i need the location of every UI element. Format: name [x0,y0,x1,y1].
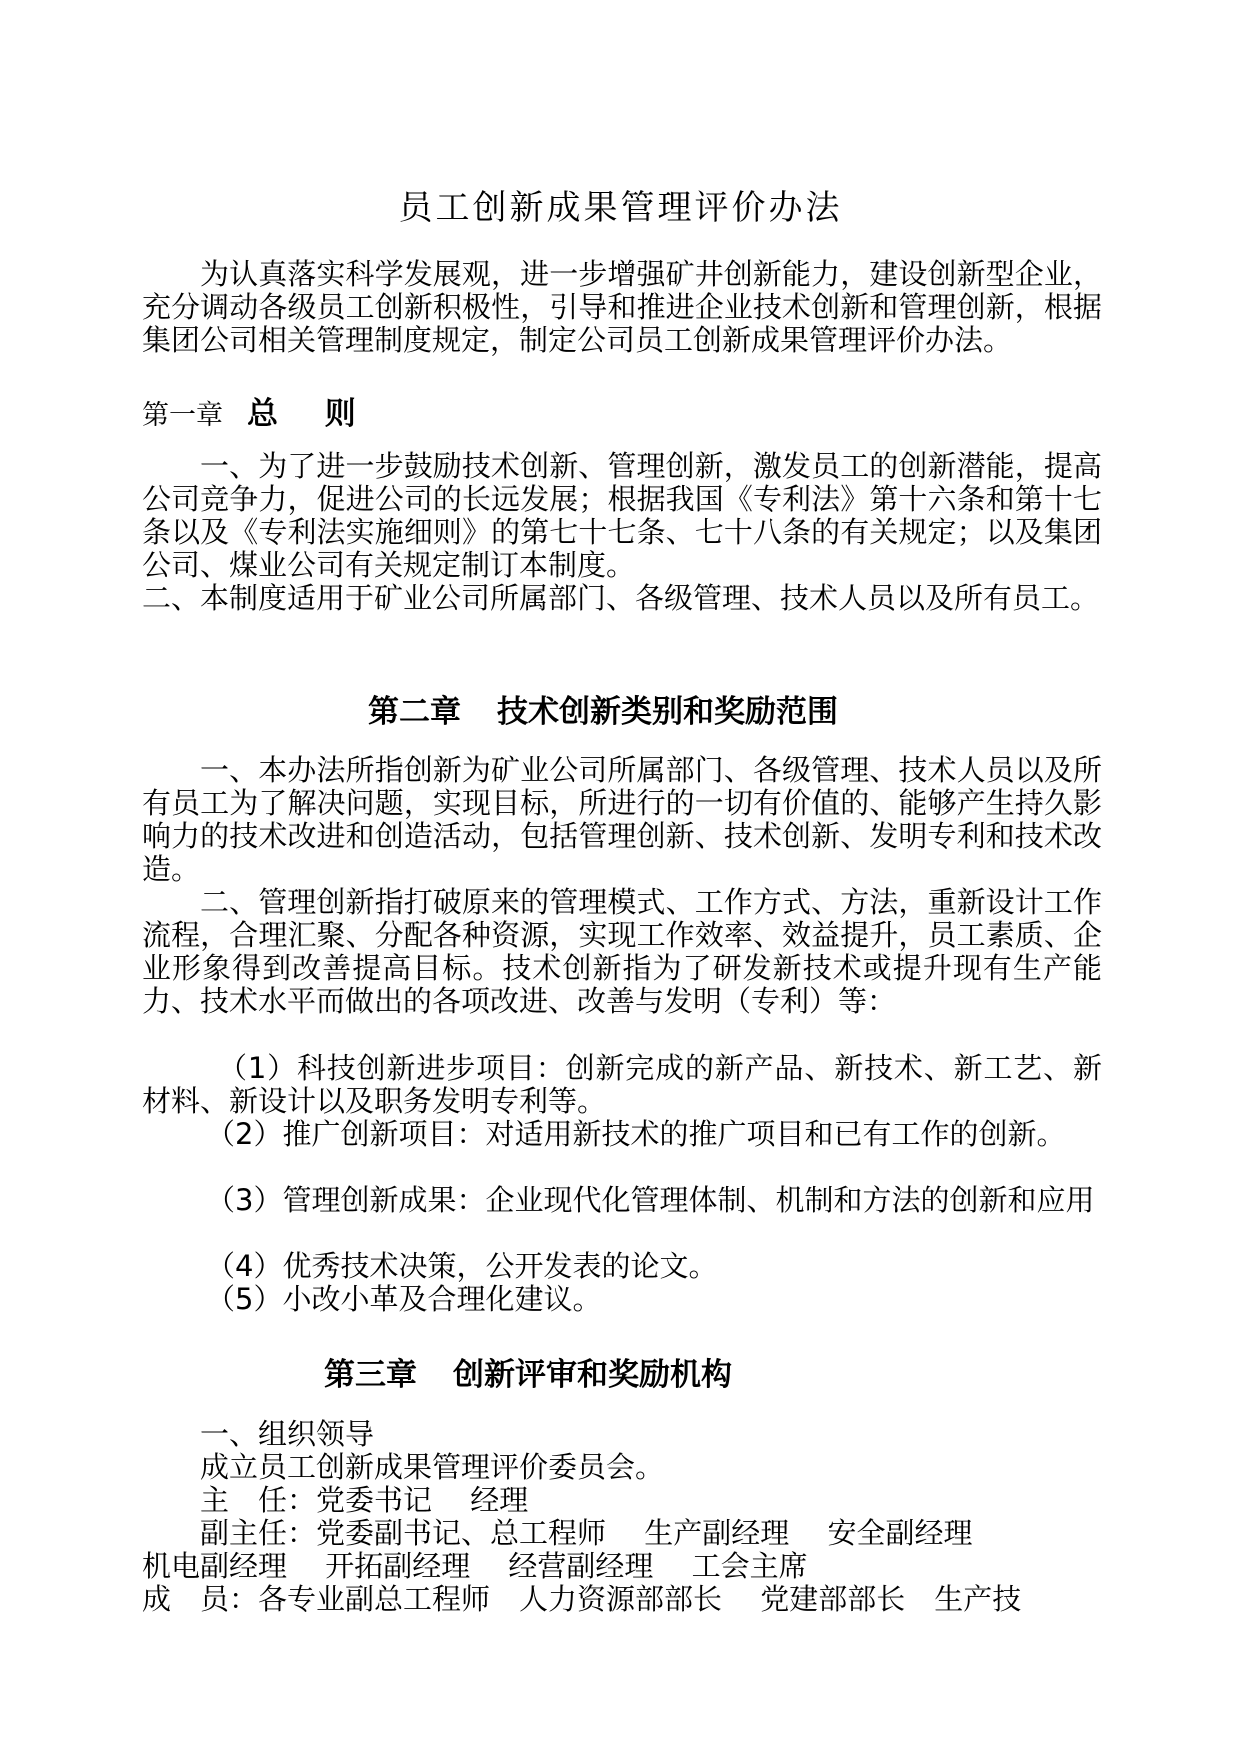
chapter-3-line-4: 副主任：党委副书记、总工程师 生产副经理 安全副经理 [200,1516,973,1550]
document-title: 员工创新成果管理评价办法 [398,188,843,228]
chapter-2-item-1: （1）科技创新进步项目：创新完成的新产品、新技术、新工艺、新材料、新设计以及职务发明专利等。 [142,1051,1102,1118]
chapter-2-item-4: （4）优秀技术决策，公开发表的论文。 [206,1249,718,1283]
chapter-3-line-6: 成 员：各专业副总工程师 人力资源部部长 党建部部长 生产技 [142,1582,1022,1616]
chapter-1-title: 总 则 [247,396,374,432]
chapter-3-label: 第三章 [324,1357,417,1393]
chapter-1-heading [142,388,374,433]
chapter-2-title: 技术创新类别和奖励范围 [497,694,838,730]
intro-paragraph: 为认真落实科学发展观，进一步增强矿井创新能力，建设创新型企业，充分调动各级员工创新积极性，引导和推进企业技术创新和管理创新，根据集团公司相关管理制度规定，制定公司员工创新成果管理评价办法。 [142,257,1102,357]
chapter-3-line-2: 成立员工创新成果管理评价委员会。 [200,1450,665,1484]
chapter-1-paragraph-2: 二、本制度适用于矿业公司所属部门、各级管理、技术人员以及所有员工。 [142,581,1100,615]
chapter-3-title: 创新评审和奖励机构 [453,1357,732,1393]
chapter-3-line-5: 机电副经理 开拓副经理 经营副经理 工会主席 [142,1549,808,1583]
chapter-3-line-1: 一、组织领导 [200,1417,375,1451]
chapter-2-item-5: （5）小改小革及合理化建议。 [206,1282,602,1316]
chapter-1-paragraph-1: 一、为了进一步鼓励技术创新、管理创新，激发员工的创新潜能，提高公司竞争力，促进公司的长远发展；根据我国《专利法》第十六条和第十七条以及《专利法实施细则》的第七十七条、七十八条的有关规定；以及集团公司、煤业公司有关规定制订本制度。 [142,449,1102,582]
chapter-1-label: 第一章 [142,400,223,431]
chapter-3-line-3: 主 任：党委书记 经理 [200,1483,529,1517]
chapter-3-heading [324,1349,732,1394]
chapter-2-label: 第二章 [368,694,461,730]
chapter-2-paragraph-1: 一、本办法所指创新为矿业公司所属部门、各级管理、技术人员以及所有员工为了解决问题，实现目标，所进行的一切有价值的、能够产生持久影响力的技术改进和创造活动，包括管理创新、技术创新、发明专利和技术改造。 [142,753,1102,886]
chapter-2-item-3: （3）管理创新成果：企业现代化管理体制、机制和方法的创新和应用 [206,1183,1095,1217]
chapter-2-paragraph-2: 二、管理创新指打破原来的管理模式、工作方式、方法，重新设计工作流程，合理汇聚、分配各种资源，实现工作效率、效益提升，员工素质、企业形象得到改善提高目标。技术创新指为了研发新技术或提升现有生产能力、技术水平而做出的各项改进、改善与发明（专利）等： [142,885,1102,1018]
chapter-2-heading [368,686,838,731]
chapter-2-item-2: （2）推广创新项目：对适用新技术的推广项目和已有工作的创新。 [206,1117,1066,1151]
